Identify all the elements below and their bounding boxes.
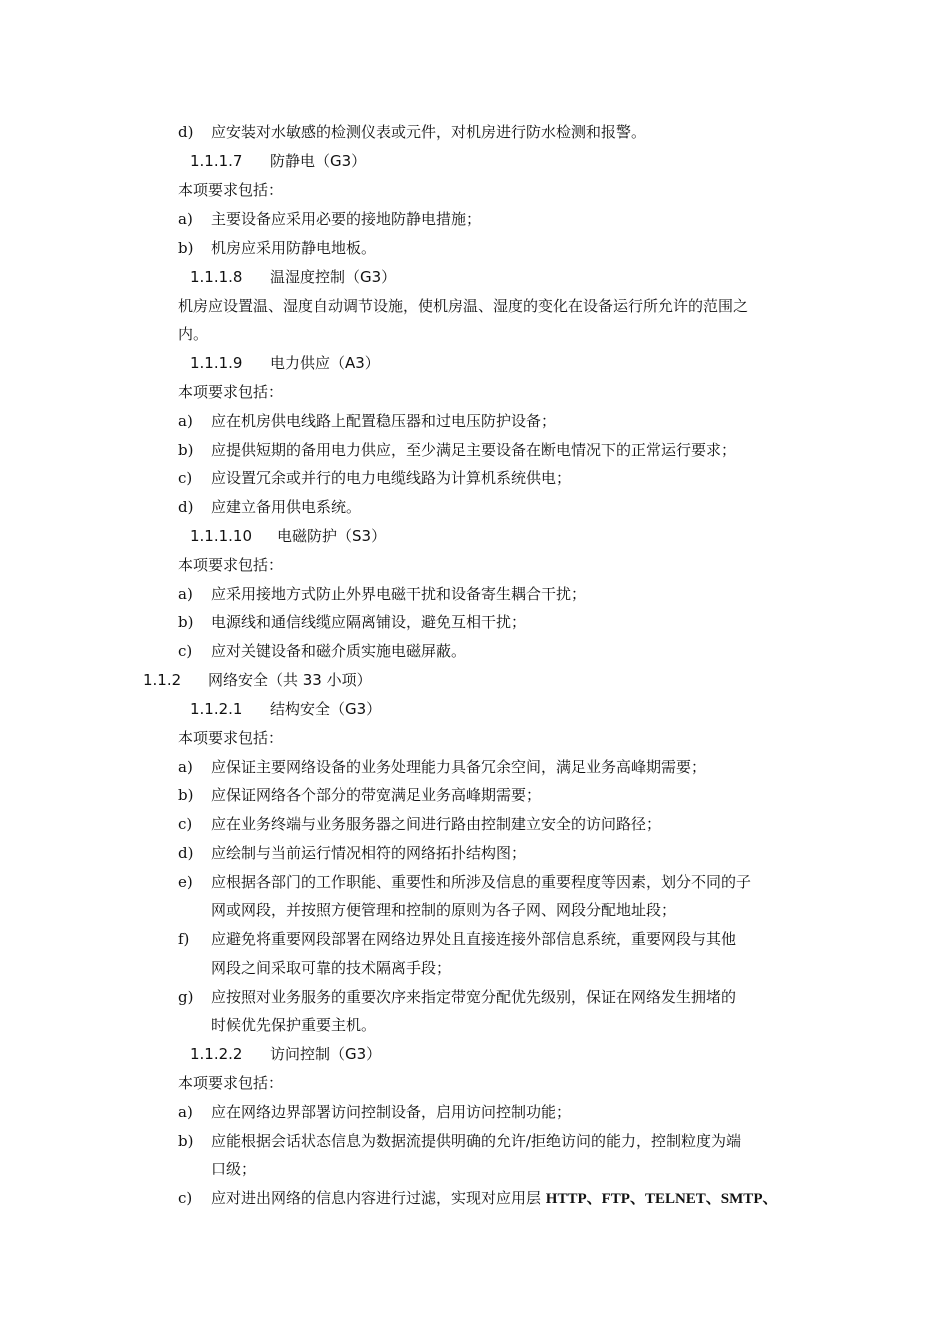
list-text: 应保证主要网络设备的业务处理能力具备冗余空间，满足业务高峰期需要；	[211, 758, 707, 776]
list-label: c)	[178, 642, 193, 660]
list-text: 应在业务终端与业务服务器之间进行路由控制建立安全的访问路径；	[211, 815, 662, 833]
list-label: f)	[178, 930, 190, 948]
list-text: 应在网络边界部署访问控制设备，启用访问控制功能；	[211, 1103, 572, 1121]
list-text: 应提供短期的备用电力供应，至少满足主要设备在断电情况下的正常运行要求；	[211, 441, 737, 459]
section-title: 防静电（G3）	[270, 152, 367, 170]
list-label: c)	[178, 469, 193, 487]
list-text: 电源线和通信线缆应隔离铺设，避免互相干扰；	[211, 613, 527, 631]
section-number: 1.1.2.2	[190, 1045, 243, 1063]
list-text: 应在机房供电线路上配置稳压器和过电压防护设备；	[211, 412, 557, 430]
list-text: 应安装对水敏感的检测仪表或元件，对机房进行防水检测和报警。	[211, 123, 647, 141]
paragraph: 本项要求包括：	[178, 383, 284, 401]
list-text: 机房应采用防静电地板。	[211, 239, 377, 257]
list-text: 主要设备应采用必要的接地防静电措施；	[211, 210, 482, 228]
list-label: a)	[178, 585, 193, 603]
paragraph: 本项要求包括：	[178, 1074, 284, 1092]
list-text: 应按照对业务服务的重要次序来指定带宽分配优先级别，保证在网络发生拥堵的	[211, 988, 737, 1006]
list-label: c)	[178, 815, 193, 833]
section-number: 1.1.1.10	[190, 527, 253, 545]
list-text-continuation: 网或网段，并按照方便管理和控制的原则为各子网、网段分配地址段；	[211, 901, 677, 919]
paragraph: 本项要求包括：	[178, 556, 284, 574]
list-text: 应对关键设备和磁介质实施电磁屏蔽。	[211, 642, 467, 660]
list-text: 应采用接地方式防止外界电磁干扰和设备寄生耦合干扰；	[211, 585, 587, 603]
section-number: 1.1.1.7	[190, 152, 243, 170]
section-number: 1.1.1.8	[190, 268, 243, 286]
section-title: 电力供应（A3）	[270, 354, 380, 372]
list-text: 应设置冗余或并行的电力电缆线路为计算机系统供电；	[211, 469, 572, 487]
section-title: 网络安全（共 33 小项）	[208, 671, 372, 689]
section-number: 1.1.1.9	[190, 354, 243, 372]
section-title: 电磁防护（S3）	[277, 527, 387, 545]
list-text: 应根据各部门的工作职能、重要性和所涉及信息的重要程度等因素，划分不同的子	[211, 873, 752, 891]
section-number: 1.1.2.1	[190, 700, 243, 718]
list-label: e)	[178, 873, 193, 891]
list-label: d)	[178, 844, 194, 862]
paragraph: 内。	[178, 325, 209, 343]
list-label: c)	[178, 1189, 193, 1207]
paragraph: 机房应设置温、湿度自动调节设施，使机房温、湿度的变化在设备运行所允许的范围之	[178, 297, 749, 315]
list-label: d)	[178, 123, 194, 141]
list-text: 应对进出网络的信息内容进行过滤，实现对应用层	[211, 1189, 546, 1207]
list-label: a)	[178, 412, 193, 430]
list-text-continuation: 时候优先保护重要主机。	[211, 1016, 377, 1034]
list-text: 应绘制与当前运行情况相符的网络拓扑结构图；	[211, 844, 527, 862]
list-label: b)	[178, 613, 194, 631]
section-title: 访问控制（G3）	[270, 1045, 382, 1063]
list-label: b)	[178, 239, 194, 257]
list-label: b)	[178, 441, 194, 459]
list-text: 应能根据会话状态信息为数据流提供明确的允许/拒绝访问的能力，控制粒度为端	[211, 1132, 742, 1150]
list-label: a)	[178, 1103, 193, 1121]
list-label: g)	[178, 988, 194, 1006]
paragraph: 本项要求包括：	[178, 729, 284, 747]
list-text-wrapper	[211, 1188, 777, 1209]
protocol-list: HTTP、FTP、TELNET、SMTP、	[545, 1191, 778, 1207]
list-text-continuation: 口级；	[211, 1160, 257, 1178]
paragraph: 本项要求包括：	[178, 181, 284, 199]
list-label: b)	[178, 1132, 194, 1150]
list-text: 应建立备用供电系统。	[211, 498, 362, 516]
list-label: d)	[178, 498, 194, 516]
list-text: 应保证网络各个部分的带宽满足业务高峰期需要；	[211, 786, 542, 804]
list-label: a)	[178, 758, 193, 776]
list-label: a)	[178, 210, 193, 228]
section-title: 温湿度控制（G3）	[270, 268, 397, 286]
section-title: 结构安全（G3）	[270, 700, 382, 718]
section-number: 1.1.2	[143, 671, 182, 689]
list-text: 应避免将重要网段部署在网络边界处且直接连接外部信息系统，重要网段与其他	[211, 930, 737, 948]
list-text-continuation: 网段之间采取可靠的技术隔离手段；	[211, 959, 452, 977]
list-label: b)	[178, 786, 194, 804]
